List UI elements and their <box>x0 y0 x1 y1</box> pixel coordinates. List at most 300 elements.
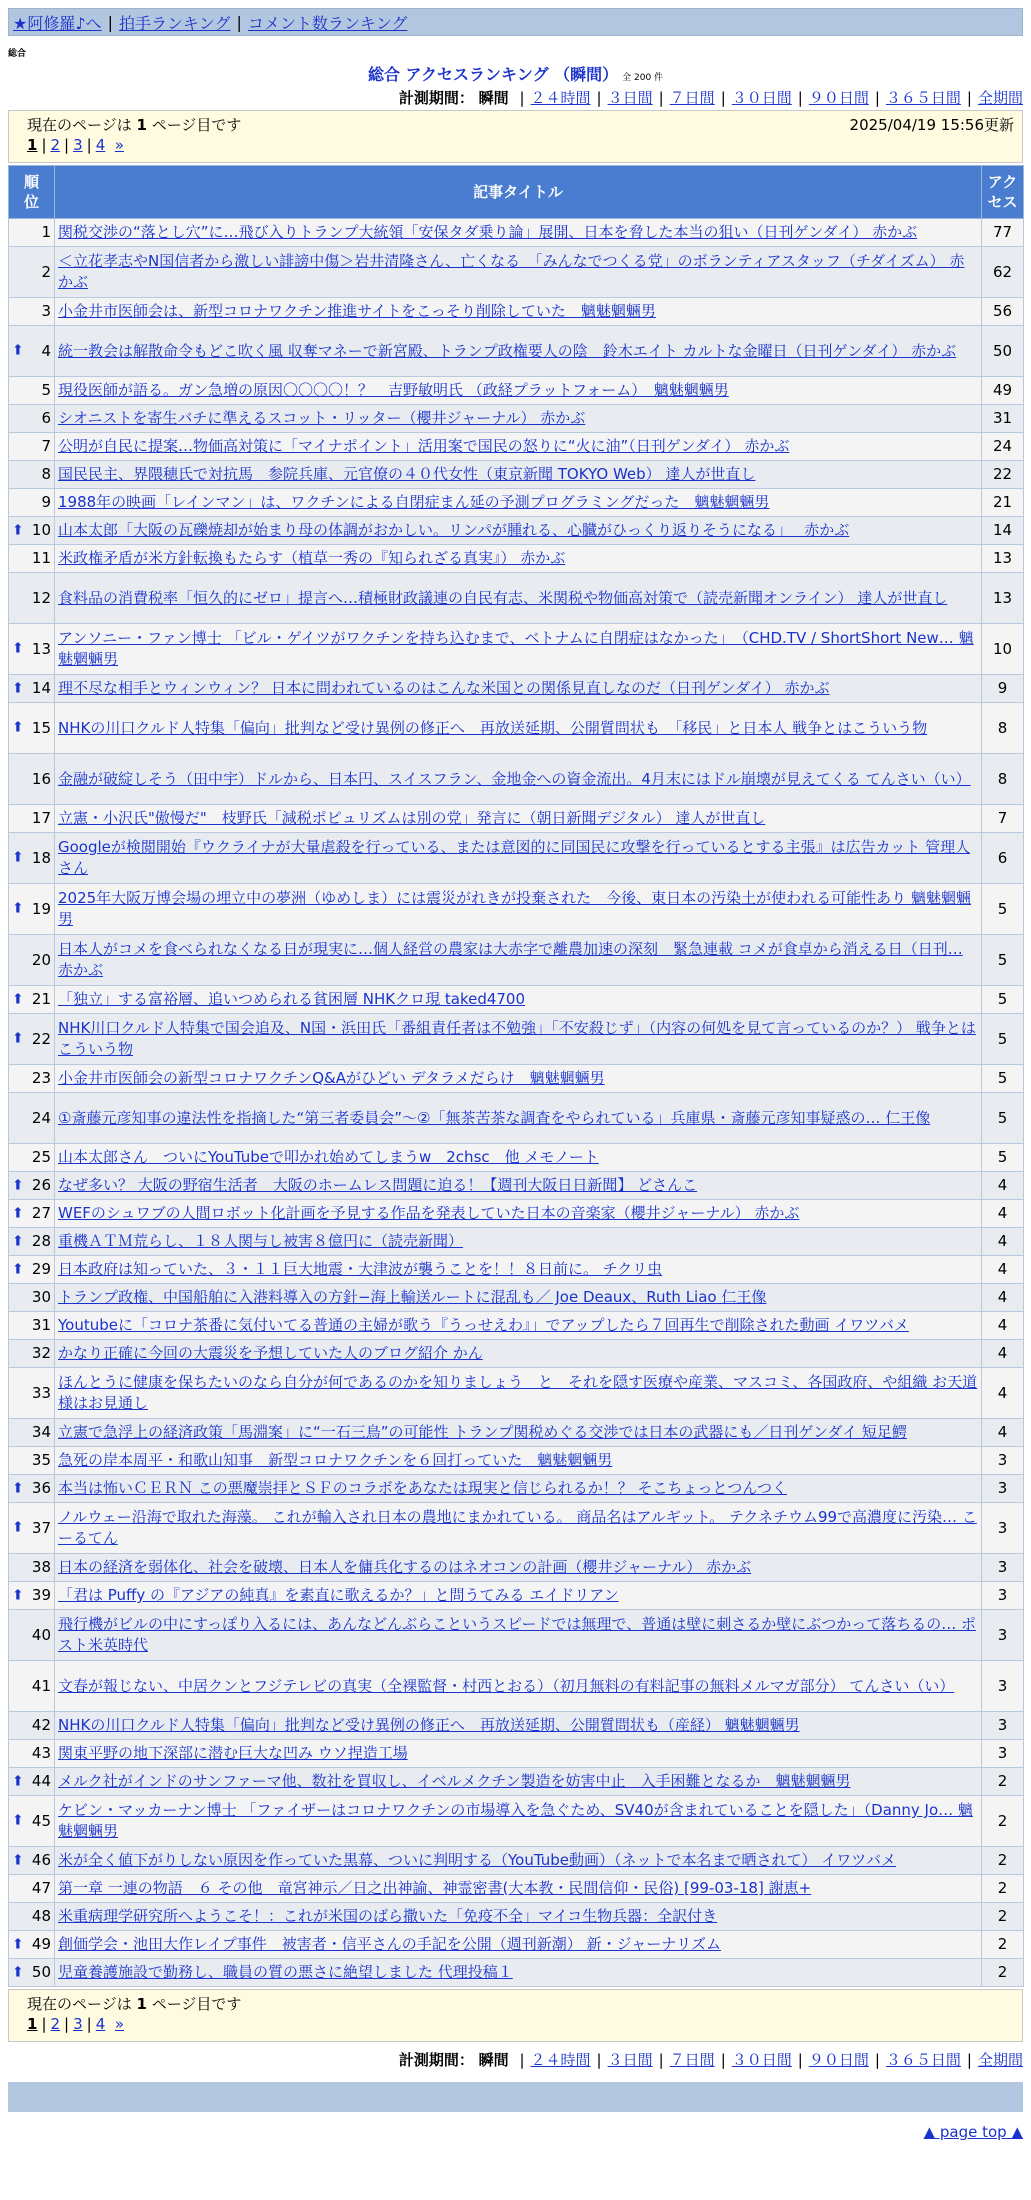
table-row <box>9 1093 1024 1144</box>
title-cell <box>55 573 982 624</box>
rank-number: 41 <box>31 1676 51 1695</box>
title-cell <box>55 935 982 986</box>
rank-up-arrow-icon: ⬆ <box>12 1261 24 1277</box>
period-link[interactable]: ３６５日間 <box>885 2051 961 2069</box>
rank-number: 4 <box>41 341 51 360</box>
rank-cell <box>9 754 55 805</box>
title-cell <box>55 298 982 326</box>
article-link[interactable]: 日本人がコメを食べられなくなる日が現実に…個人経営の農家は大赤字で離農加速の深刻 緊急連載 コメが食卓から消える日（日刊… 赤かぶ <box>58 940 963 979</box>
table-row <box>9 1228 1024 1256</box>
page-top-link[interactable]: ▲ page top ▲ <box>923 2123 1023 2141</box>
title-cell <box>55 545 982 573</box>
table-row <box>9 1065 1024 1093</box>
rank-number: 17 <box>31 809 51 827</box>
rank-cell <box>9 703 55 754</box>
rank-cell <box>9 1610 55 1661</box>
rank-number: 36 <box>31 1479 51 1497</box>
rank-up-arrow-icon: ⬆ <box>12 1936 24 1952</box>
rank-number: 27 <box>31 1204 51 1222</box>
article-link[interactable]: 立憲で急浮上の経済政策「馬淵案」に“一石三鳥”の可能性 トランプ関税めぐる交渉では日本の武器にも／日刊ゲンダイ 短足鰐 <box>58 1423 907 1441</box>
access-count: 3 <box>982 1582 1024 1610</box>
article-link[interactable]: 飛行機がビルの中にすっぽり入るには、あんなどんぶらこというスピードでは無理で、普通は壁に刺さるか壁にぶつかって落ちるの… ポスト米英時代 <box>58 1615 976 1654</box>
article-link[interactable]: 国民民主、界隈穂氏で対抗馬 参院兵庫、元官僚の４０代女性（東京新聞 TOKYO Web） 達人が世直し <box>58 465 756 483</box>
access-header: アクセス <box>982 166 1024 219</box>
title-cell <box>55 1065 982 1093</box>
rank-cell <box>9 1144 55 1172</box>
pager-next[interactable]: » <box>114 136 124 154</box>
period-selector-top <box>399 87 1023 108</box>
rank-number: 29 <box>31 1260 51 1278</box>
access-count: 49 <box>982 377 1024 405</box>
access-count: 3 <box>982 1447 1024 1475</box>
article-link[interactable]: 第一章 一連の物語 ６ その他 竜宮神示／日之出神諭、神霊密書(大本教・民間信仰・民俗) [99-03-18] 謝恵+ <box>58 1879 812 1897</box>
rank-number: 5 <box>41 381 51 399</box>
table-row <box>9 935 1024 986</box>
period-link[interactable]: ３日間 <box>607 2051 653 2069</box>
ranking-title: 総合 アクセスランキング （瞬間） <box>367 65 619 84</box>
period-current: 瞬間 <box>478 89 509 107</box>
rank-number: 28 <box>31 1232 51 1250</box>
title-cell <box>55 1847 982 1875</box>
rank-number: 8 <box>41 465 51 483</box>
title-cell <box>55 1368 982 1419</box>
article-link[interactable]: 米政権矛盾が米方針転換もたらす（植草一秀の『知られざる真実』） 赤かぶ <box>58 549 566 567</box>
article-link[interactable]: 「君は Puffy の『アジアの純真』を素直に歌えるか？」と問うてみる エイドリアン <box>58 1586 619 1604</box>
title-cell <box>55 1284 982 1312</box>
article-link[interactable]: ほんとうに健康を保ちたいのなら自分が何であるのかを知りましょう と それを隠す医療や産業、マスコミ、各国政府、や組織 お天道様はお見通し <box>58 1373 978 1412</box>
article-link[interactable]: 金融が破綻しそう（田中宇）ドルから、日本円、スイスフラン、金地金への資金流出。4月末にはドル崩壊が見えてくる てんさい（い） <box>58 769 971 788</box>
rank-up-arrow-icon: ⬆ <box>12 991 24 1007</box>
rank-number: 34 <box>31 1423 51 1441</box>
title-cell <box>55 703 982 754</box>
article-link[interactable]: 関東平野の地下深部に潜む巨大な凹み ウソ捏造工場 <box>58 1744 408 1762</box>
table-row <box>9 1875 1024 1903</box>
period-link[interactable]: ３６５日間 <box>885 89 961 107</box>
rank-up-arrow-icon: ⬆ <box>12 680 24 696</box>
article-link[interactable]: 立憲・小沢氏"傲慢だ" 枝野氏「減税ポピュリズムは別の党」発言に（朝日新聞デジタル） 達人が世直し <box>58 809 766 827</box>
period-selector-bottom <box>399 2049 1023 2070</box>
table-row <box>9 433 1024 461</box>
rank-cell <box>9 624 55 675</box>
rank-cell <box>9 326 55 377</box>
table-row <box>9 1959 1024 1987</box>
title-cell <box>55 1959 982 1987</box>
rank-number: 9 <box>41 493 51 511</box>
rank-cell <box>9 1093 55 1144</box>
title-cell <box>55 405 982 433</box>
title-cell <box>55 1582 982 1610</box>
title-cell <box>55 489 982 517</box>
article-link[interactable]: NHKの川口クルド人特集「偏向」批判など受け異例の修正へ 再放送延期、公開質問状も（産経） 魑魅魍魎男 <box>58 1716 800 1734</box>
article-link[interactable]: 本当は怖いＣＥＲＮ この悪魔崇拝とＳＦのコラボをあなたは現実と信じられるか！？ そこちょっとつんつく <box>58 1479 787 1497</box>
rank-number: 23 <box>31 1069 51 1087</box>
access-count: 3 <box>982 1475 1024 1503</box>
rank-number: 49 <box>31 1935 51 1953</box>
rank-cell <box>9 1065 55 1093</box>
rank-up-arrow-icon: ⬆ <box>12 719 24 736</box>
article-link[interactable]: 山本太郎「大阪の瓦礫焼却が始まり母の体調がおかしい。リンパが腫れる、心臓がひっくり返りそうになる」 赤かぶ <box>58 521 850 539</box>
title-cell <box>55 1256 982 1284</box>
table-row <box>9 675 1024 703</box>
table-row <box>9 833 1024 884</box>
rank-number: 30 <box>31 1288 51 1306</box>
article-link[interactable]: かなり正確に今回の大震災を予想していた人のブログ紹介 かん <box>58 1344 483 1362</box>
rank-up-arrow-icon: ⬆ <box>12 522 24 538</box>
table-row <box>9 624 1024 675</box>
title-cell <box>55 326 982 377</box>
rank-number: 43 <box>31 1744 51 1762</box>
title-cell <box>55 1093 982 1144</box>
table-row <box>9 489 1024 517</box>
article-link[interactable]: 創価学会・池田大作レイプ事件 被害者・信平さんの手記を公開（週刊新潮） 新・ジャーナリズム <box>58 1935 721 1953</box>
period-link[interactable]: ９０日間 <box>808 89 869 107</box>
rank-number: 25 <box>31 1148 51 1166</box>
table-row <box>9 517 1024 545</box>
rank-cell <box>9 935 55 986</box>
title-cell <box>55 675 982 703</box>
title-cell <box>55 461 982 489</box>
title-cell <box>55 884 982 935</box>
rank-number: 44 <box>31 1772 51 1790</box>
title-cell <box>55 1796 982 1847</box>
rank-cell <box>9 1903 55 1931</box>
table-row <box>9 1014 1024 1065</box>
table-row <box>9 1144 1024 1172</box>
rank-cell <box>9 1847 55 1875</box>
rank-cell <box>9 1475 55 1503</box>
title-cell <box>55 1875 982 1903</box>
table-row <box>9 1931 1024 1959</box>
table-row <box>9 1554 1024 1582</box>
article-link[interactable]: 小金井市医師会の新型コロナワクチンQ&Aがひどい デタラメだらけ 魑魅魍魎男 <box>58 1069 605 1087</box>
rank-header: 順位 <box>9 166 55 219</box>
rank-cell <box>9 433 55 461</box>
title-header: 記事タイトル <box>55 166 982 219</box>
period-link[interactable]: ３０日間 <box>731 89 792 107</box>
period-label: 計測期間： <box>398 2051 474 2069</box>
rank-up-arrow-icon: ⬆ <box>12 1480 24 1496</box>
access-count: 5 <box>982 1093 1024 1144</box>
table-row <box>9 405 1024 433</box>
article-link[interactable]: 2025年大阪万博会場の埋立中の夢洲（ゆめしま）には震災がれきが投棄された 今後、東日本の汚染土が使われる可能性あり 魑魅魍魎男 <box>58 889 971 928</box>
rank-cell <box>9 833 55 884</box>
period-link[interactable]: ３日間 <box>607 89 653 107</box>
article-link[interactable]: WEFのシュワブの人間ロボット化計画を予見する作品を発表していた日本の音楽家（櫻井ジャーナル） 赤かぶ <box>58 1204 800 1222</box>
rank-number: 19 <box>31 899 51 918</box>
pager-bottom: 1 | 2 | 3 | 4 » <box>27 2015 124 2033</box>
table-row <box>9 1796 1024 1847</box>
article-link[interactable]: NHK川口クルド人特集で国会追及、N国・浜田氏「番組責任者は不勉強」「不安殺じず」（内容の何処を見て言っているのか？） 戦争とはこういう物 <box>58 1019 976 1058</box>
access-count: 5 <box>982 1014 1024 1065</box>
article-link[interactable]: 米重病理学研究所へようこそ！：これが米国のばら撒いた「免疫不全」マイコ生物兵器：全訳付き <box>58 1907 718 1925</box>
category-label: 総合 <box>8 49 27 59</box>
rank-cell <box>9 517 55 545</box>
current-page-number: 1 <box>136 116 147 134</box>
title-cell <box>55 805 982 833</box>
article-link[interactable]: メルク社がインドのサンファーマ他、数社を買収し、イベルメクチン製造を妨害中止 入手困難となるか 魑魅魍魎男 <box>58 1772 851 1790</box>
article-link[interactable]: なぜ多い？ 大阪の野宿生活者 大阪のホームレス問題に迫る！【週刊大阪日日新聞】 どさんこ <box>58 1176 698 1194</box>
rank-cell <box>9 1554 55 1582</box>
top-nav-bar: ★阿修羅♪へ | 拍手ランキング | コメント数ランキング <box>8 8 1023 36</box>
access-count: 3 <box>982 1554 1024 1582</box>
access-count: 8 <box>982 703 1024 754</box>
table-row <box>9 805 1024 833</box>
table-row <box>9 1903 1024 1931</box>
rank-cell <box>9 247 55 298</box>
rank-up-arrow-icon: ⬆ <box>12 1812 24 1829</box>
rank-cell <box>9 1447 55 1475</box>
rank-number: 45 <box>31 1811 51 1830</box>
pager-link[interactable]: 3 <box>73 2015 83 2033</box>
article-link[interactable]: 1988年の映画「レインマン」は、ワクチンによる自閉症まん延の予測プログラミングだった 魑魅魍魎男 <box>58 493 770 511</box>
period-link[interactable]: 全期間 <box>977 2051 1023 2069</box>
table-row <box>9 1712 1024 1740</box>
table-row <box>9 1340 1024 1368</box>
article-link[interactable]: 統一教会は解散命令もどこ吹く風 収奪マネーで新宮殿、トランプ政権要人の陰 鈴木エイト カルトな金曜日（日刊ゲンダイ） 赤かぶ <box>58 341 957 360</box>
article-link[interactable]: 小金井市医師会は、新型コロナワクチン推進サイトをこっそり削除していた 魑魅魍魎男 <box>58 302 656 320</box>
article-link[interactable]: NHKの川口クルド人特集「偏向」批判など受け異例の修正へ 再放送延期、公開質問状も 「移民」と日本人 戦争とはこういう物 <box>58 718 928 737</box>
rank-number: 3 <box>41 302 51 320</box>
rank-cell <box>9 1740 55 1768</box>
access-count: 2 <box>982 1847 1024 1875</box>
table-row <box>9 754 1024 805</box>
access-count: 3 <box>982 1740 1024 1768</box>
article-link[interactable]: 現役医師が語る。ガン急増の原因〇〇〇〇！？ 吉野敏明氏 （政経プラットフォーム） 魑魅魍魎男 <box>58 381 729 399</box>
access-count: 4 <box>982 1284 1024 1312</box>
article-link[interactable]: 急死の岸本周平・和歌山知事 新型コロナワクチンを６回打っていた 魑魅魍魎男 <box>58 1451 613 1469</box>
pager-link[interactable]: 2 <box>50 136 61 154</box>
article-link[interactable]: Googleが検閲開始『ウクライナが大量虐殺を行っている、または意図的に同国民に攻撃を行っているとする主張』は広告カット 管理人さん <box>58 838 971 877</box>
page-info-top: 現在のページは 1 ページ目です 2025/04/19 15:56更新 1 | 2 | 3 | 4 » <box>8 110 1023 163</box>
table-row <box>9 573 1024 624</box>
ranking-body <box>9 219 1024 1987</box>
rank-up-arrow-icon: ⬆ <box>12 1964 24 1980</box>
period-link[interactable]: ７日間 <box>669 2051 715 2069</box>
access-count: 4 <box>982 1340 1024 1368</box>
rank-number: 12 <box>31 588 51 607</box>
rank-number: 20 <box>31 950 51 969</box>
pager-link[interactable]: 4 <box>95 2015 106 2033</box>
title-cell <box>55 219 982 247</box>
article-link[interactable]: 理不尽な相手とウィンウィン？ 日本に問われているのはこんな米国との関係見直しなのだ（日刊ゲンダイ） 赤かぶ <box>58 679 830 697</box>
access-count: 5 <box>982 935 1024 986</box>
article-link[interactable]: 食料品の消費税率「恒久的にゼロ」提言へ…積極財政議連の自民有志、米関税や物価高対策で（読売新聞オンライン） 達人が世直し <box>58 588 948 607</box>
rank-cell <box>9 1340 55 1368</box>
access-count: 2 <box>982 1875 1024 1903</box>
access-count: 3 <box>982 1610 1024 1661</box>
table-row <box>9 1582 1024 1610</box>
applause-ranking-link[interactable]: 拍手ランキング <box>118 13 231 33</box>
rank-number: 11 <box>31 549 51 567</box>
access-count: 2 <box>982 1931 1024 1959</box>
table-row <box>9 1172 1024 1200</box>
rank-up-arrow-icon: ⬆ <box>12 1030 24 1047</box>
home-link[interactable]: ★阿修羅♪へ <box>13 13 102 33</box>
period-link[interactable]: ２４時間 <box>530 2051 591 2069</box>
rank-cell <box>9 1200 55 1228</box>
access-count: 50 <box>982 326 1024 377</box>
rank-number: 37 <box>31 1518 51 1537</box>
period-link[interactable]: 全期間 <box>977 89 1023 107</box>
article-link[interactable]: 「独立」する富裕層、追いつめられる貧困層 NHKクロ現 taked4700 <box>58 990 526 1008</box>
title-cell <box>55 986 982 1014</box>
rank-number: 47 <box>31 1879 51 1897</box>
access-count: 31 <box>982 405 1024 433</box>
period-link[interactable]: ２４時間 <box>530 89 591 107</box>
period-current: 瞬間 <box>478 2051 509 2069</box>
rank-number: 21 <box>31 990 51 1008</box>
access-count: 2 <box>982 1796 1024 1847</box>
title-cell <box>55 1144 982 1172</box>
article-link[interactable]: 山本太郎さん ついにYouTubeで叩かれ始めてしまうw 2chsc 他 メモノート <box>58 1148 599 1166</box>
rank-cell <box>9 1419 55 1447</box>
access-count: 10 <box>982 624 1024 675</box>
rank-cell <box>9 1796 55 1847</box>
rank-cell <box>9 1582 55 1610</box>
rank-cell <box>9 1284 55 1312</box>
rank-cell <box>9 1312 55 1340</box>
access-count: 14 <box>982 517 1024 545</box>
access-count: 5 <box>982 1144 1024 1172</box>
comment-ranking-link[interactable]: コメント数ランキング <box>247 13 408 33</box>
rank-number: 39 <box>31 1586 51 1604</box>
article-link[interactable]: 日本の経済を弱体化、社会を破壊、日本人を傭兵化するのはネオコンの計画（櫻井ジャーナル） 赤かぶ <box>58 1558 752 1576</box>
rank-cell <box>9 405 55 433</box>
title-cell <box>55 1172 982 1200</box>
article-link[interactable]: Youtubeに「コロナ茶番に気付いてる普通の主婦が歌う『うっせえわ』」でアップしたら７回再生で削除された動画 イワツバメ <box>58 1316 909 1334</box>
title-cell <box>55 754 982 805</box>
rank-cell <box>9 1256 55 1284</box>
table-row <box>9 377 1024 405</box>
rank-up-arrow-icon: ⬆ <box>12 342 24 359</box>
title-cell <box>55 833 982 884</box>
access-count: 8 <box>982 754 1024 805</box>
title-cell <box>55 433 982 461</box>
rank-number: 16 <box>31 769 51 788</box>
table-row <box>9 1610 1024 1661</box>
article-link[interactable]: 米が全く値下がりしない原因を作っていた黒幕、ついに判明する（YouTube動画）（ネットで本名まで晒されて） イワツバメ <box>58 1851 896 1869</box>
table-row <box>9 1419 1024 1447</box>
article-link[interactable]: アンソニー・ファン博士 「ビル・ゲイツがワクチンを持ち込むまで、ベトナムに自閉症はなかった」 （CHD.TV / ShortShort New… 魑魅魍魎男 <box>58 629 974 668</box>
rank-number: 31 <box>31 1316 51 1334</box>
total-count: 全 200 件 <box>622 73 664 83</box>
access-count: 22 <box>982 461 1024 489</box>
pager-next[interactable]: » <box>114 2015 124 2033</box>
title-cell <box>55 624 982 675</box>
pager-top: 1 | 2 | 3 | 4 » <box>27 136 124 154</box>
table-row <box>9 298 1024 326</box>
rank-cell <box>9 1768 55 1796</box>
title-cell <box>55 1475 982 1503</box>
pager-link[interactable]: 4 <box>95 136 106 154</box>
access-count: 62 <box>982 247 1024 298</box>
period-link[interactable]: ９０日間 <box>808 2051 869 2069</box>
table-row <box>9 986 1024 1014</box>
rank-number: 10 <box>31 521 51 539</box>
article-link[interactable]: 公明が自民に提案…物価高対策に「マイナポイント」活用案で国民の怒りに“火に油”（日刊ゲンダイ） 赤かぶ <box>58 437 790 455</box>
rank-number: 35 <box>31 1451 51 1469</box>
rank-cell <box>9 1503 55 1554</box>
rank-cell <box>9 986 55 1014</box>
period-link[interactable]: ７日間 <box>669 89 715 107</box>
table-row <box>9 545 1024 573</box>
access-count: 5 <box>982 884 1024 935</box>
article-link[interactable]: 関税交渉の“落とし穴”に…飛び入りトランプ大統領「安保タダ乗り論」展開、日本を脅した本当の狙い（日刊ゲンダイ） 赤かぶ <box>58 223 918 241</box>
article-link[interactable]: シオニストを寄生バチに準えるスコット・リッター（櫻井ジャーナル） 赤かぶ <box>58 409 586 427</box>
table-row <box>9 247 1024 298</box>
rank-up-arrow-icon: ⬆ <box>12 1587 24 1603</box>
rank-cell <box>9 1661 55 1712</box>
period-links: | ２４時間 | ３日間 | ７日間 | ３０日間 | ９０日間 | ３６５日間 | 全期間 <box>519 2051 1023 2069</box>
access-count: 3 <box>982 1712 1024 1740</box>
table-row <box>9 1284 1024 1312</box>
ranking-table <box>8 165 1024 1987</box>
access-count: 4 <box>982 1172 1024 1200</box>
rank-up-arrow-icon: ⬆ <box>12 1233 24 1249</box>
table-row <box>9 1368 1024 1419</box>
title-cell <box>55 1610 982 1661</box>
rank-number: 33 <box>31 1383 51 1402</box>
rank-cell <box>9 1368 55 1419</box>
article-link[interactable]: 日本政府は知っていた、３・１１巨大地震・大津波が襲うことを！！８日前に。 チクリ虫 <box>58 1260 663 1278</box>
rank-number: 1 <box>41 223 51 241</box>
rank-up-arrow-icon: ⬆ <box>12 1852 24 1868</box>
title-cell <box>55 1228 982 1256</box>
rank-cell <box>9 377 55 405</box>
title-cell <box>55 1200 982 1228</box>
rank-number: 32 <box>31 1344 51 1362</box>
rank-number: 50 <box>31 1963 51 1981</box>
period-link[interactable]: ３０日間 <box>731 2051 792 2069</box>
title-cell <box>55 1014 982 1065</box>
table-row <box>9 1740 1024 1768</box>
access-count: 2 <box>982 1903 1024 1931</box>
table-row <box>9 703 1024 754</box>
footer-bar <box>8 2082 1023 2112</box>
article-link[interactable]: 重機ＡＴＭ荒らし、１８人関与し被害８億円に（読売新聞） <box>58 1232 464 1250</box>
rank-number: 46 <box>31 1851 51 1869</box>
access-count: 3 <box>982 1503 1024 1554</box>
rank-up-arrow-icon: ⬆ <box>12 1519 24 1536</box>
rank-number: 7 <box>41 437 51 455</box>
article-link[interactable]: ノルウェー沿海で取れた海藻。 これが輸入され日本の農地にまかれている。 商品名はアルギット。 テクネチウム99で高濃度に汚染… こーるてん <box>58 1508 977 1547</box>
article-link[interactable]: トランプ政権、中国船舶に入港料導入の方針−海上輸送ルートに混乱も／ Joe Deaux、Ruth Liao 仁王像 <box>58 1288 767 1306</box>
access-count: 4 <box>982 1368 1024 1419</box>
rank-cell <box>9 489 55 517</box>
pager-link[interactable]: 2 <box>50 2015 61 2033</box>
article-link[interactable]: 児童養護施設で勤務し、職員の質の悪さに絶望しました 代理投稿１ <box>58 1963 513 1981</box>
rank-number: 6 <box>41 409 51 427</box>
table-row <box>9 1256 1024 1284</box>
rank-number: 2 <box>41 262 51 281</box>
access-count: 4 <box>982 1228 1024 1256</box>
article-link[interactable]: 文春が報じない、中居クンとフジテレビの真実（全裸監督・村西とおる）（初月無料の有料記事の無料メルマガ部分） てんさい（い） <box>58 1676 955 1695</box>
article-link[interactable]: ①斎藤元彦知事の違法性を指摘した“第三者委員会”〜②「無茶苦茶な調査をやられている」兵庫県・斎藤元彦知事疑惑の… 仁王像 <box>58 1108 931 1127</box>
rank-cell <box>9 219 55 247</box>
rank-cell <box>9 675 55 703</box>
pager-link[interactable]: 3 <box>73 136 83 154</box>
title-cell <box>55 1903 982 1931</box>
article-link[interactable]: ＜立花孝志やN国信者から激しい誹謗中傷＞岩井清隆さん、亡くなる 「みんなでつくる党」のボランティアスタッフ（チダイズム） 赤かぶ <box>58 252 965 291</box>
rank-number: 42 <box>31 1716 51 1734</box>
period-label: 計測期間： <box>398 89 474 107</box>
table-row <box>9 1503 1024 1554</box>
article-link[interactable]: ケビン・マッカーナン博士 「ファイザーはコロナワクチンの市場導入を急ぐため、SV40が含まれていることを隠した」（Danny Jo… 魑魅魍魎男 <box>58 1801 973 1840</box>
rank-cell <box>9 1228 55 1256</box>
rank-number: 24 <box>31 1108 51 1127</box>
table-row <box>9 1200 1024 1228</box>
title-cell <box>55 1712 982 1740</box>
